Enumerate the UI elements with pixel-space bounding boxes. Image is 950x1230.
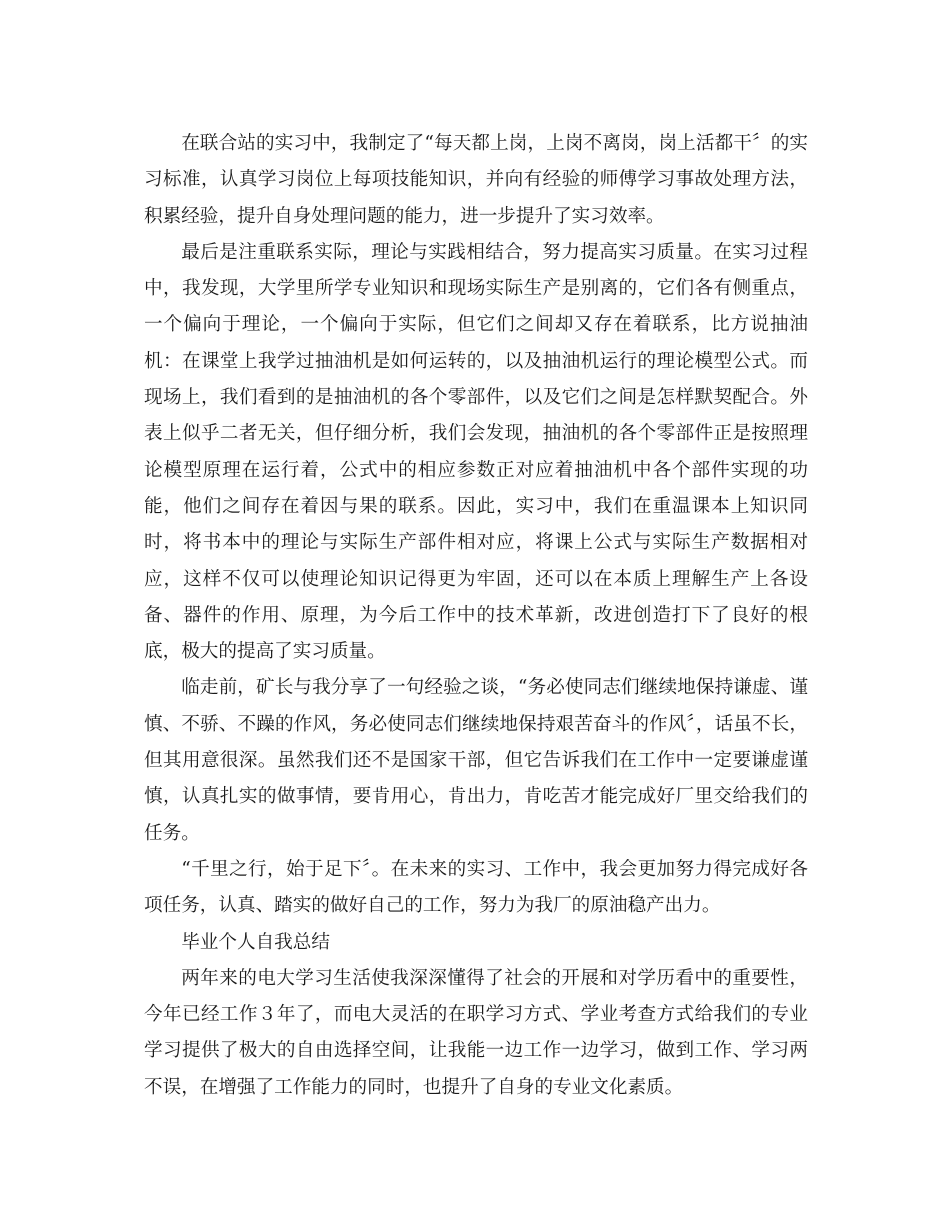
paragraph-mine-director-advice: 临走前，矿长与我分享了一句经验之谈，“务必使同志们继续地保持谦虚、谨慎、不骄、不躁的作风，务必使同志们继续地保持艰苦奋斗的作风〞，话虽不长，但其用意很深。虽然我们还不是国家干部，但它告诉我们在工作中一定要谦虚谨慎，认真扎实的做事情，要肯用心，肯出力，肯吃苦才能完成好厂里交给我们的任务。 xyxy=(144,677,808,844)
paragraph-internship-standard: 在联合站的实习中，我制定了“每天都上岗，上岗不离岗，岗上活都干〞的实习标准，认真学习岗位上每项技能知识，并向有经验的师傅学习事故处理方法，积累经验，提升自身处理问题的能力，进一步提升了实习效率。 xyxy=(144,133,808,227)
paragraph-theory-practice: 最后是注重联系实际，理论与实践相结合，努力提高实习质量。在实习过程中，我发现，大学里所学专业知识和现场实际生产是别离的，它们各有侧重点，一个偏向于理论，一个偏向于实际，但它们之间却又存在着联系，比方说抽油机：在课堂上我学过抽油机是如何运转的，以及抽油机运行的理论模型公式。而现场上，我们看到的是抽油机的各个零部件，以及它们之间是怎样默契配合。外表上似乎二者无关，但仔细分析，我们会发现，抽油机的各个零部件正是按照理论模型原理在运行着，公式中的相应参数正对应着抽油机中各个部件实现的功能，他们之间存在着因与果的联系。因此，实习中，我们在重温课本上知识同时，将书本中的理论与实际生产部件相对应，将课上公式与实际生产数据相对应，这样不仅可以使理论知识记得更为牢固，还可以在本质上理解生产上各设备、器件的作用、原理，为今后工作中的技术革新，改进创造打下了良好的根底，极大的提高了实习质量。 xyxy=(144,241,808,663)
section-heading-self-summary: 毕业个人自我总结 xyxy=(181,931,330,953)
document-body xyxy=(144,126,808,1106)
paragraph-future-work: “千里之行，始于足下〞。在未来的实习、工作中，我会更加努力得完成好各项任务，认真、踏实的做好自己的工作，努力为我厂的原油稳产出力。 xyxy=(144,858,808,917)
paragraph-tv-university-study: 两年来的电大学习生活使我深深懂得了社会的开展和对学历看中的重要性，今年已经工作３年了，而电大灵活的在职学习方式、学业考查方式给我们的专业学习提供了极大的自由选择空间，让我能一边工作一边学习，做到工作、学习两不误，在增强了工作能力的同时，也提升了自身的专业文化素质。 xyxy=(144,967,808,1098)
